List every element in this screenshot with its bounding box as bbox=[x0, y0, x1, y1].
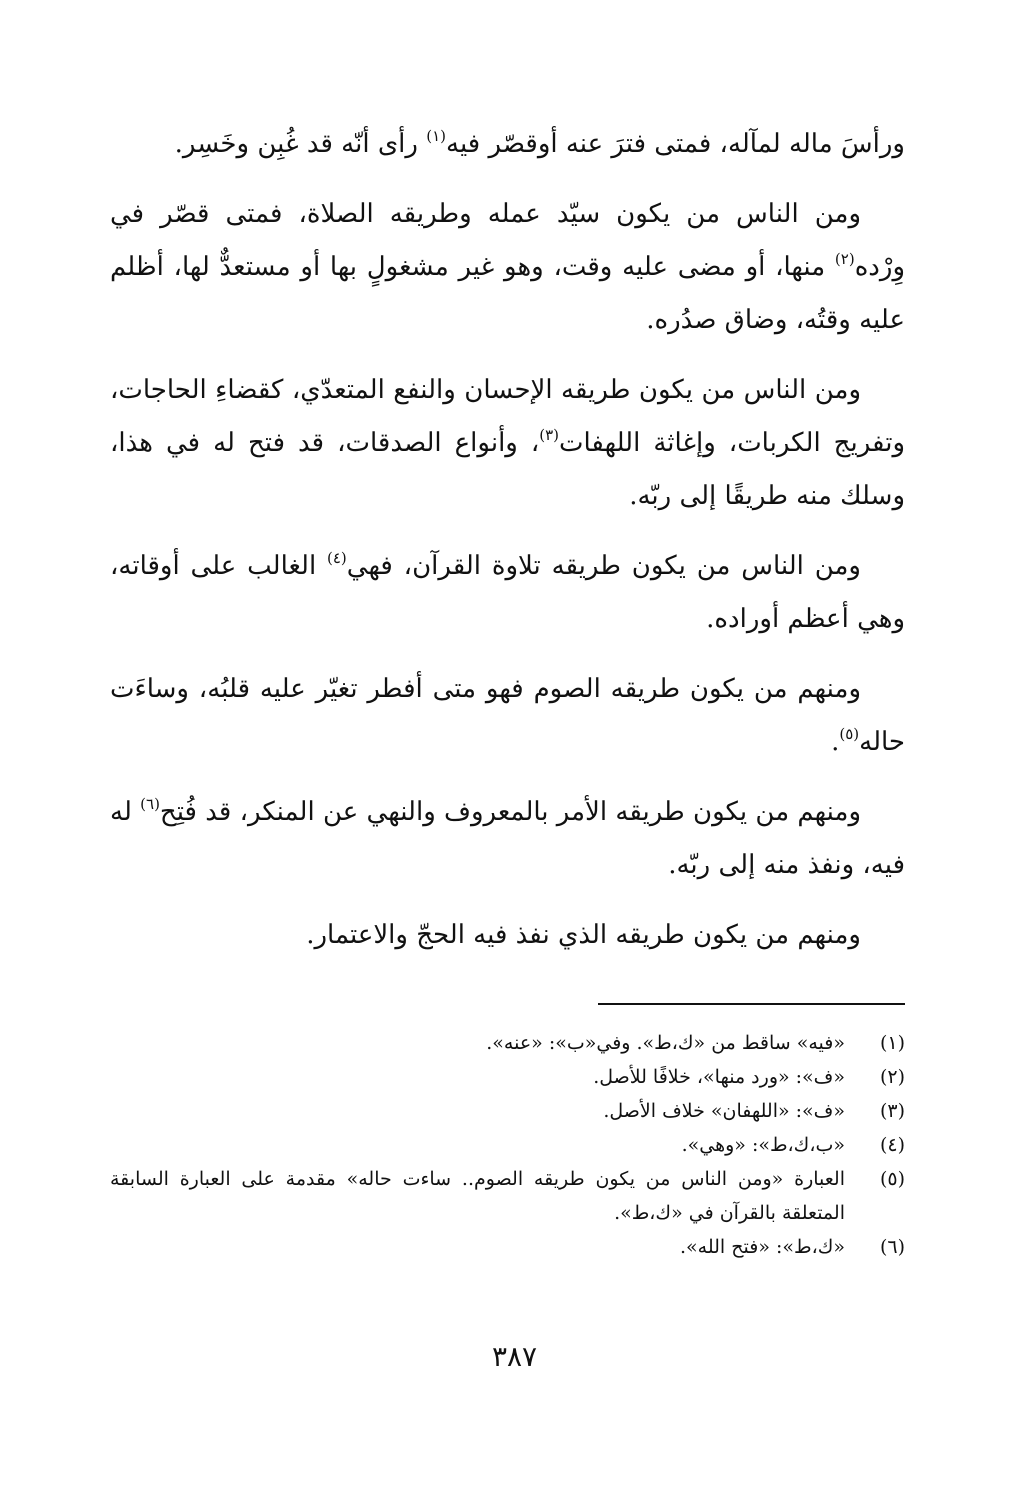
paragraph: ومن الناس من يكون طريقه تلاوة القرآن، فهي$^{(٤)}$ الغالب على أوقاته، وهي أعظم أوراده. bbox=[110, 549, 905, 634]
footnote-number: (٦) bbox=[879, 1236, 905, 1258]
footnote-number: (٢) bbox=[879, 1066, 905, 1088]
paragraph: ومن الناس من يكون سيّد عمله وطريقه الصلاة، فمتى قصّر في وِرْده$^{(٢)}$ منها، أو مضى عليه وقت، وهو غير مشغولٍ بها أو مستعدٌّ لها، أظلم عليه وقتُه، وضاق صدُره. bbox=[110, 199, 905, 335]
footnote-ref: (٦) bbox=[140, 795, 160, 813]
footnote-ref: (٥) bbox=[839, 725, 860, 743]
paragraph: ورأسَ ماله لمآله، فمتى فترَ عنه أوقصّر فيه$^{(١)}$ رأى أنّه قد غُبِن وخَسِر. bbox=[174, 127, 905, 159]
footnote-ref: (١) bbox=[426, 127, 447, 145]
footnote-divider bbox=[598, 1003, 905, 1005]
footnote-number: (١) bbox=[879, 1032, 905, 1054]
paragraph: ومنهم من يكون طريقه الذي نفذ فيه الحجّ والاعتمار. bbox=[306, 920, 861, 950]
footnote bbox=[110, 1162, 905, 1230]
paragraph: ومنهم من يكون طريقه الصوم فهو متى أفطر تغيّر عليه قلبُه، وساءَت حاله$^{(٥)}$. bbox=[110, 674, 905, 757]
footnote-text: «ف»: «اللهفان» خلاف الأصل. bbox=[603, 1100, 845, 1122]
footnote-number: (٥) bbox=[879, 1168, 905, 1190]
footnote-ref: (٤) bbox=[327, 549, 347, 567]
footnote-text: «فيه» ساقط من «ك،ط». وفي«ب»: «عنه». bbox=[486, 1032, 845, 1054]
footnote bbox=[110, 1094, 905, 1128]
footnote bbox=[110, 1026, 905, 1060]
footnote-number: (٤) bbox=[879, 1134, 905, 1156]
footnote bbox=[110, 1128, 905, 1162]
footnote-number: (٣) bbox=[879, 1100, 905, 1122]
footnote-ref: (٣) bbox=[539, 426, 560, 444]
footnotes-list bbox=[110, 1026, 905, 1264]
footnote-text: «ب،ك،ط»: «وهي». bbox=[681, 1134, 845, 1156]
main-text bbox=[110, 118, 905, 979]
paragraph: ومن الناس من يكون طريقه الإحسان والنفع المتعدّي، كقضاءِ الحاجات، وتفريج الكربات، وإغاثة اللهفات$^{(٣)}$، وأنواع الصدقات، قد فتح له في هذا، وسلك منه طريقًا إلى ربّه. bbox=[110, 375, 905, 511]
footnote-text: «ك،ط»: «فتح الله». bbox=[679, 1236, 845, 1258]
page-number: ٣٨٧ bbox=[491, 1340, 538, 1373]
paragraph: ومنهم من يكون طريقه الأمر بالمعروف والنهي عن المنكر، قد فُتِح$^{(٦)}$ له فيه، ونفذ منه إلى ربّه. bbox=[110, 795, 905, 880]
footnote-ref: (٢) bbox=[834, 250, 855, 268]
footnote bbox=[110, 1230, 905, 1264]
footnote-text: «ف»: «ورد منها»، خلافًا للأصل. bbox=[593, 1066, 845, 1088]
footnote bbox=[110, 1060, 905, 1094]
footnote-text: العبارة «ومن الناس من يكون طريقه الصوم.. ساءت حاله» مقدمة على العبارة السابقة المتعلقة بالقرآن في «ك،ط». bbox=[110, 1168, 845, 1224]
